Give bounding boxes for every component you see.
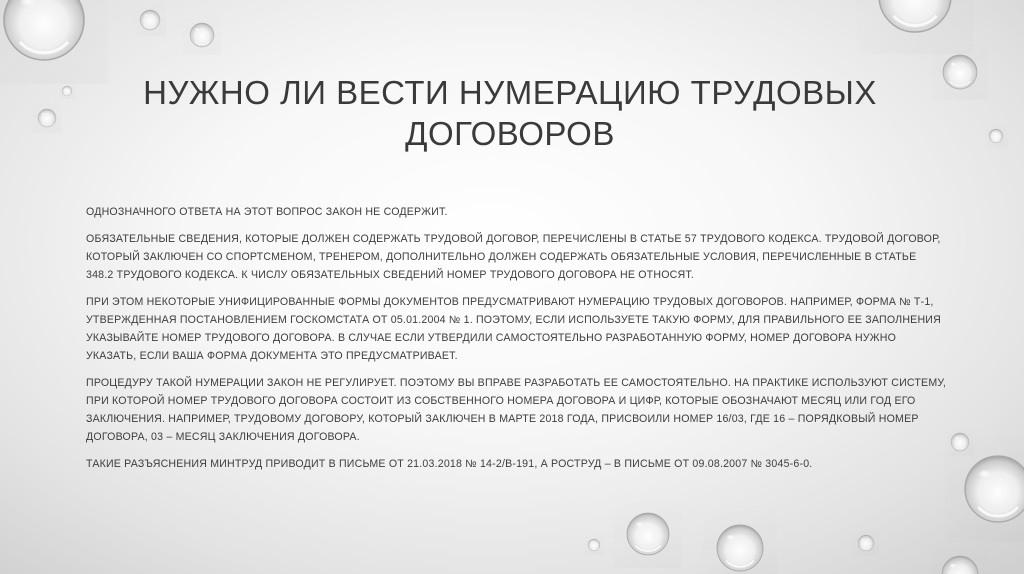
slide-body xyxy=(86,203,946,482)
drop-bottom-right-medium xyxy=(627,513,669,555)
drop-bottom-center-small xyxy=(588,539,600,551)
drop-top-right-medium xyxy=(943,55,977,89)
drop-bottom-right-xlarge xyxy=(965,456,1024,522)
paragraph-1: ОДНОЗНАЧНОГО ОТВЕТА НА ЭТОТ ВОПРОС ЗАКОН НЕ СОДЕРЖИТ. xyxy=(86,206,448,218)
drop-bottom-corner xyxy=(942,556,978,574)
slide-title: НУЖНО ЛИ ВЕСТИ НУМЕРАЦИЮ ТРУДОВЫХ ДОГОВОРОВ xyxy=(143,74,877,152)
paragraph-2: ОБЯЗАТЕЛЬНЫЕ СВЕДЕНИЯ, КОТОРЫЕ ДОЛЖЕН СОДЕРЖАТЬ ТРУДОВОЙ ДОГОВОР, ПЕРЕЧИСЛЕНЫ В СТАТЬЕ 57 ТРУДОВОГО КОДЕКСА. ТРУДОВОЙ ДОГОВОР, КОТОРЫЙ ЗАКЛЮЧЕН СО СПОРТСМЕНОМ, ТРЕНЕРОМ, ДОПОЛНИТЕЛЬНО ДОЛЖЕН СОДЕРЖАТЬ ОБЯЗАТЕЛЬНЫЕ УСЛОВИЯ, ПЕРЕЧИСЛЕННЫЕ В СТАТЬЕ 348.2 ТРУДОВОГО КОДЕКСА. К ЧИСЛУ ОБЯЗАТЕЛЬНЫХ СВЕДЕНИЙ НОМЕР ТРУДОВОГО ДОГОВОРА НЕ ОТНОСЯТ. xyxy=(86,233,941,281)
paragraph-3: ПРИ ЭТОМ НЕКОТОРЫЕ УНИФИЦИРОВАННЫЕ ФОРМЫ ДОКУМЕНТОВ ПРЕДУСМАТРИВАЮТ НУМЕРАЦИЮ ТРУДОВЫХ ДОГОВОРОВ. НАПРИМЕР, ФОРМА № Т-1, УТВЕРЖДЕННАЯ ПОСТАНОВЛЕНИЕМ ГОСКОМСТАТА ОТ 05.01.2004 № 1. ПОЭТОМУ, ЕСЛИ ИСПОЛЬЗУЕТЕ ТАКУЮ ФОРМУ, ДЛЯ ПРАВИЛЬНОГО ЕЕ ЗАПОЛНЕНИЯ УКАЗЫВАЙТЕ НОМЕР ТРУДОВОГО ДОГОВОРА. В СЛУЧАЕ ЕСЛИ УТВЕРДИЛИ САМОСТОЯТЕЛЬНО РАЗРАБОТАННУЮ ФОРМУ, НОМЕР ДОГОВОРА НУЖНО УКАЗАТЬ, ЕСЛИ ВАША ФОРМА ДОКУМЕНТА ЭТО ПРЕДУСМАТРИВАЕТ. xyxy=(86,296,941,362)
drop-top-left-large xyxy=(4,0,84,60)
paragraph-5: ТАКИЕ РАЗЪЯСНЕНИЯ МИНТРУД ПРИВОДИТ В ПИСЬМЕ ОТ 21.03.2018 № 14-2/В-191, А РОСТРУД – В ПИСЬМЕ ОТ 09.08.2007 № 3045-6-0. xyxy=(86,458,813,470)
drop-bottom-right-large xyxy=(717,525,763,571)
drop-bottom-right-small xyxy=(951,433,969,451)
drop-top-left-medium xyxy=(190,23,214,47)
drop-top-right-large xyxy=(879,0,951,32)
drop-top-right-small xyxy=(989,129,1003,143)
paragraph-4: ПРОЦЕДУРУ ТАКОЙ НУМЕРАЦИИ ЗАКОН НЕ РЕГУЛИРУЕТ. ПОЭТОМУ ВЫ ВПРАВЕ РАЗРАБОТАТЬ ЕЕ САМОСТОЯТЕЛЬНО. НА ПРАКТИКЕ ИСПОЛЬЗУЮТ СИСТЕМУ, ПРИ КОТОРОЙ НОМЕР ТРУДОВОГО ДОГОВОРА СОСТОИТ ИЗ СОБСТВЕННОГО НОМЕРА ДОГОВОРА И ЦИФР, КОТОРЫЕ ОБОЗНАЧАЮТ МЕСЯЦ ИЛИ ГОД ЕГО ЗАКЛЮЧЕНИЯ. НАПРИМЕР, ТРУДОВОМУ ДОГОВОРУ, КОТОРЫЙ ЗАКЛЮЧЕН В МАРТЕ 2018 ГОДА, ПРИСВОИЛИ НОМЕР 16/03, ГДЕ 16 – ПОРЯДКОВЫЙ НОМЕР ДОГОВОРА, 03 – МЕСЯЦ ЗАКЛЮЧЕНИЯ ДОГОВОРА. xyxy=(86,377,947,443)
drop-top-left-small xyxy=(140,10,160,30)
drop-left-small xyxy=(38,109,56,127)
drop-bottom-right-tiny xyxy=(858,535,874,551)
drop-left-tiny xyxy=(62,86,72,96)
